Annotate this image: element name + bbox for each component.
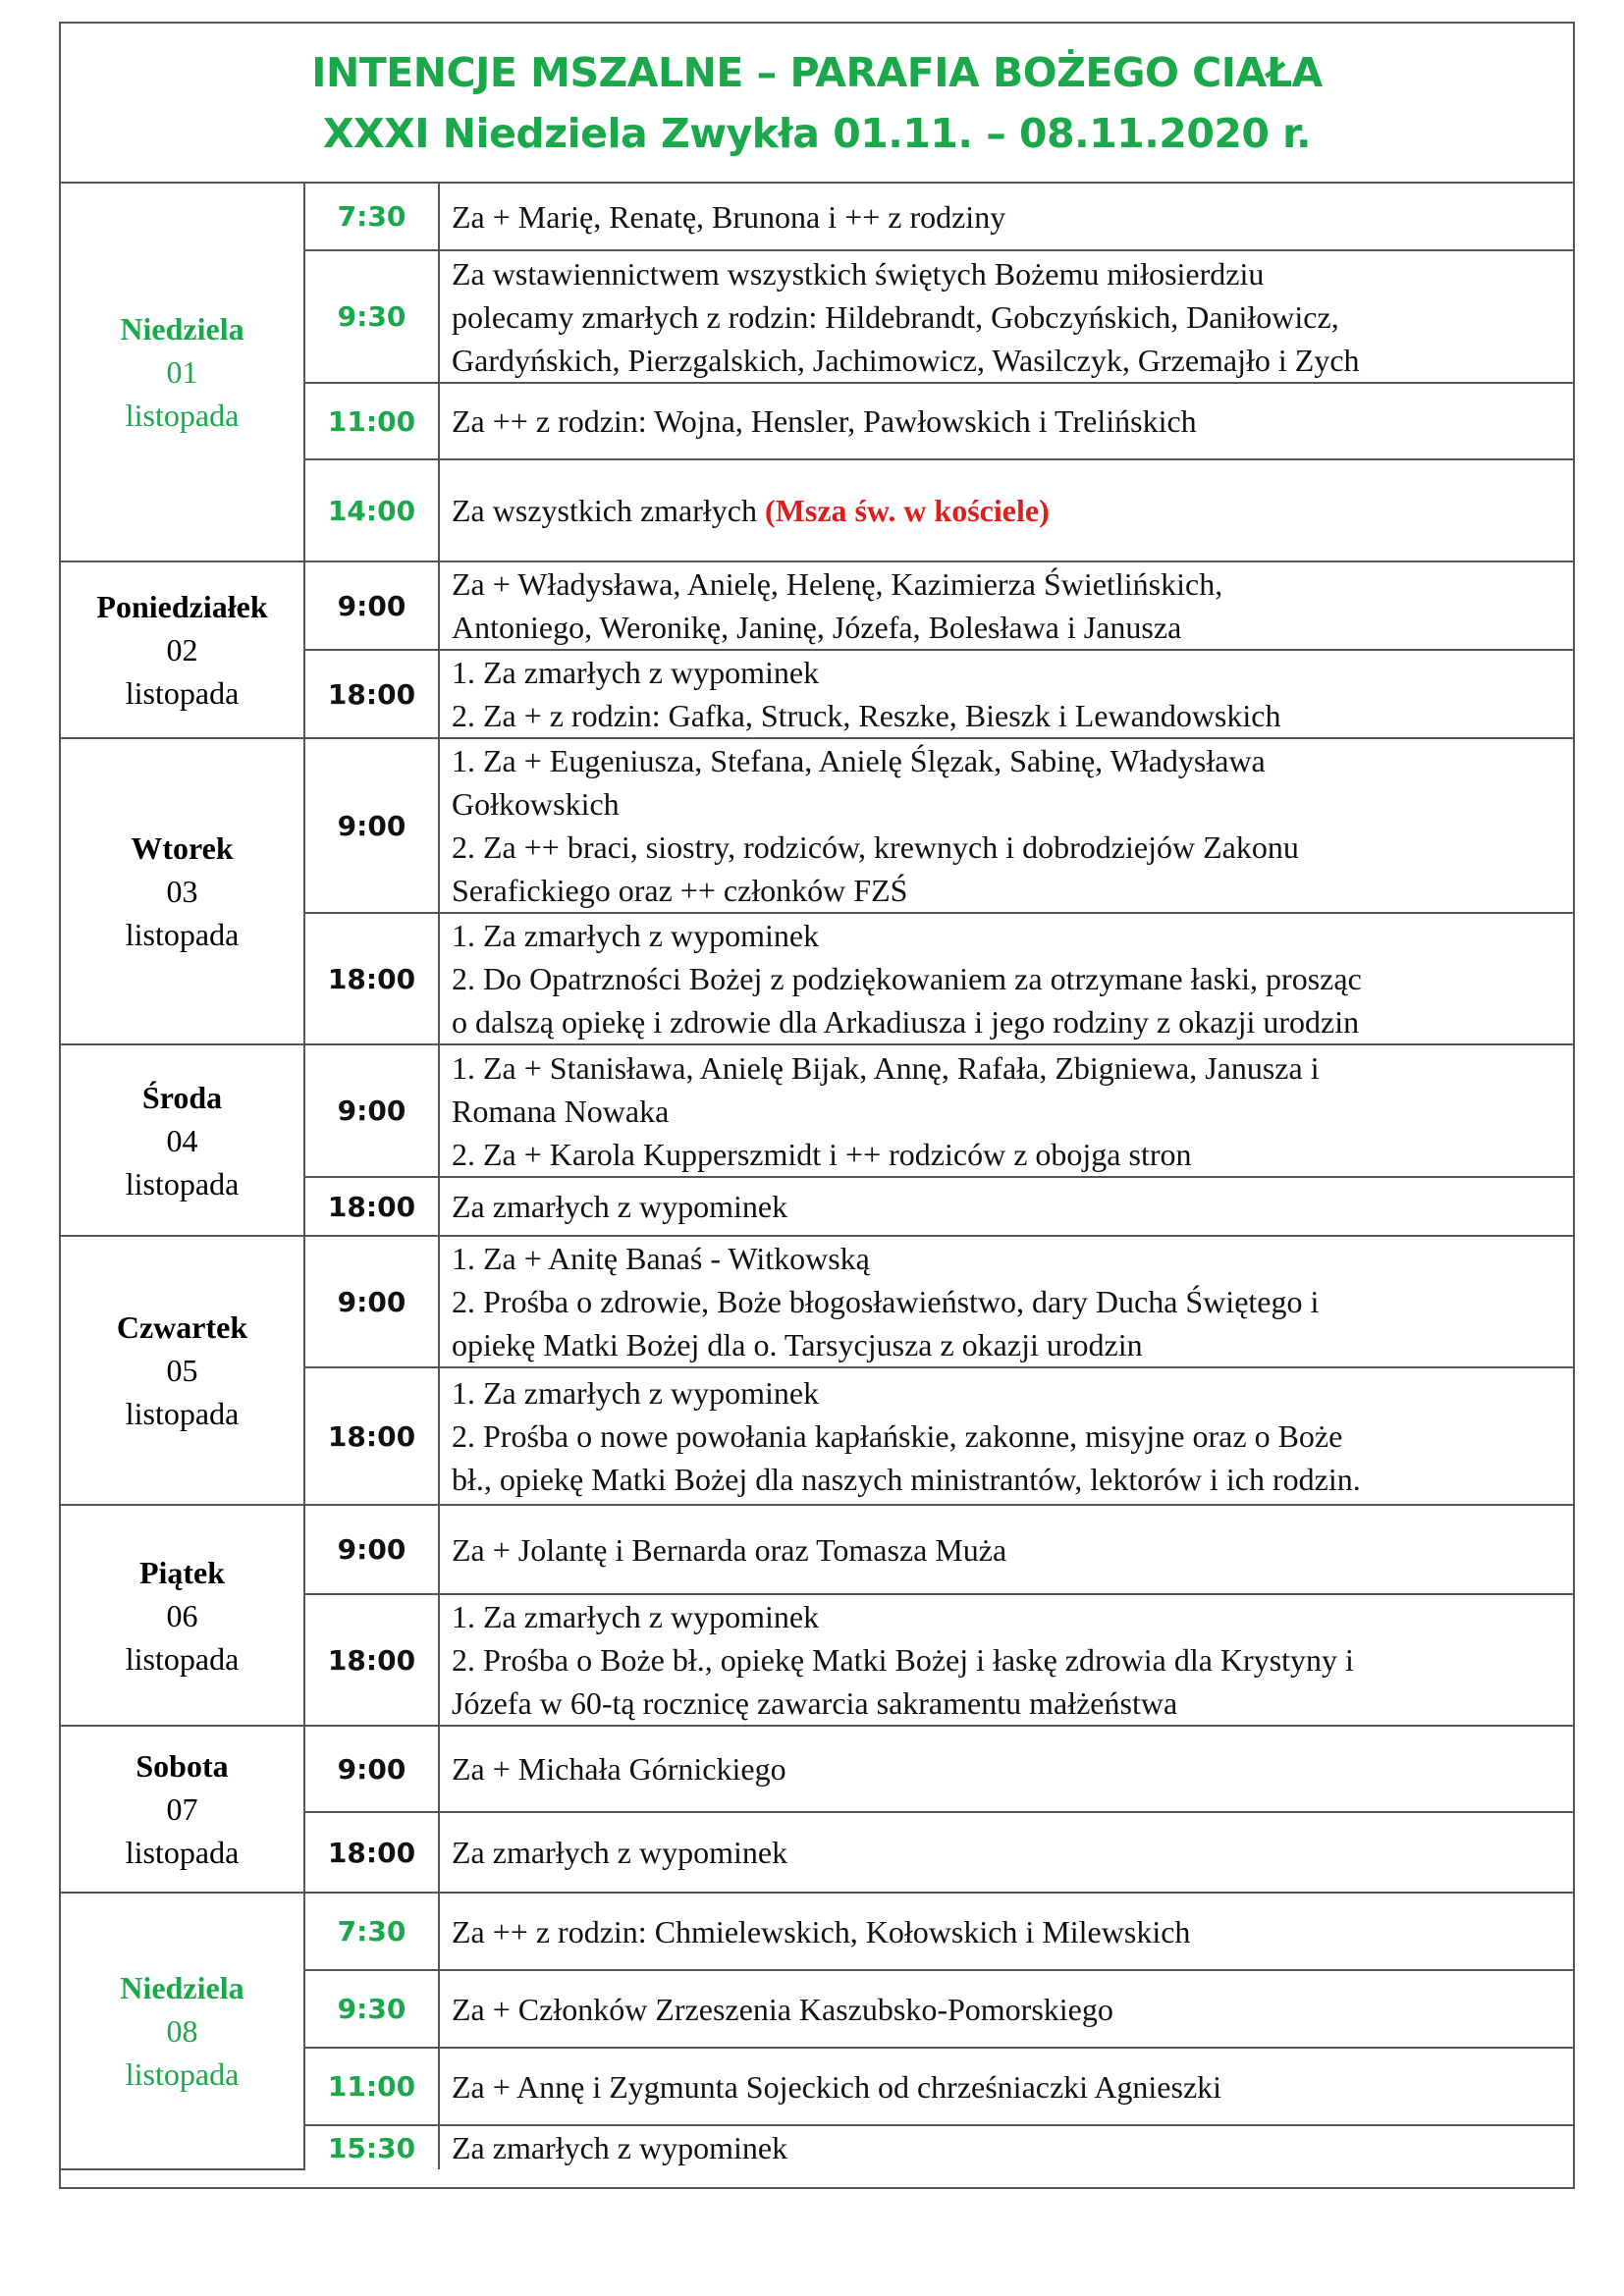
mass-time: 15:30 <box>304 2125 439 2169</box>
mass-time: 18:00 <box>304 1812 439 1893</box>
mass-time: 18:00 <box>304 913 439 1044</box>
intention-line <box>452 914 1567 957</box>
intention-line <box>452 1371 1567 1415</box>
intention-line-text: 1. Za + Stanisława, Anielę Bijak, Annę, Rafała, Zbigniewa, Janusza i <box>452 1049 1320 1086</box>
intention-line <box>452 1185 1567 1228</box>
intention-line-text: 2. Prośba o nowe powołania kapłańskie, zakonne, misyjne oraz o Boże <box>452 1418 1343 1454</box>
intention-text <box>439 459 1573 561</box>
intention-line <box>452 739 1567 782</box>
intention-line <box>452 400 1567 443</box>
table-row <box>61 1893 1573 1970</box>
intention-line-text: Gardyńskich, Pierzgalskich, Jachimowicz, Wasilczyk, Grzemajło i Zych <box>452 342 1360 378</box>
day-number: 04 <box>166 1122 198 1158</box>
intention-text <box>439 1044 1573 1177</box>
intention-line <box>452 1046 1567 1090</box>
intention-line-text: Antoniego, Weronikę, Janinę, Józefa, Bolesława i Janusza <box>452 610 1182 645</box>
day-month: listopada <box>125 2056 240 2092</box>
mass-time: 9:00 <box>304 1044 439 1177</box>
intention-line <box>452 1133 1567 1176</box>
intention-line <box>452 782 1567 826</box>
day-cell <box>61 1726 304 1893</box>
title-line-2: XXXI Niedziela Zwykła 01.11. – 08.11.2020 r. <box>322 109 1312 157</box>
day-number: 07 <box>166 1791 198 1827</box>
intention-text <box>439 1726 1573 1812</box>
intention-line <box>452 339 1567 382</box>
intention-line-text: 2. Prośba o Boże bł., opiekę Matki Bożej i łaskę zdrowia dla Krystyny i <box>452 1642 1354 1678</box>
day-cell <box>61 1893 304 2169</box>
mass-time: 9:00 <box>304 561 439 650</box>
intention-line <box>452 295 1567 339</box>
day-month: listopada <box>125 1165 240 1201</box>
intention-line-text: Józefa w 60-tą rocznicę zawarcia sakramentu małżeństwa <box>452 1685 1178 1721</box>
day-month: listopada <box>125 917 240 952</box>
day-name: Niedziela <box>120 311 244 347</box>
intention-text <box>439 1367 1573 1505</box>
intention-line-text: Serafickiego oraz ++ członków FZŚ <box>452 873 908 908</box>
intention-line <box>452 606 1567 649</box>
intention-text <box>439 1236 1573 1367</box>
intention-line-text: 1. Za zmarłych z wypominek <box>452 918 820 953</box>
intention-line <box>452 489 1567 532</box>
day-number: 05 <box>166 1353 198 1388</box>
mass-time: 9:30 <box>304 250 439 383</box>
day-cell <box>61 738 304 1044</box>
day-number: 06 <box>166 1597 198 1633</box>
intention-line-text: Gołkowskich <box>452 786 620 822</box>
intention-line-text: Za + Marię, Renatę, Brunona i ++ z rodziny <box>452 198 1006 235</box>
intention-line-text: opiekę Matki Bożej dla o. Tarsycjusza z okazji urodzin <box>452 1327 1143 1362</box>
intention-line-text: 1. Za + Eugeniusza, Stefana, Anielę Ślęzak, Sabinę, Władysława <box>452 743 1266 778</box>
intention-text <box>439 738 1573 913</box>
intention-line <box>452 195 1567 239</box>
day-cell <box>61 1505 304 1726</box>
intention-line-text: Za zmarłych z wypominek <box>452 2130 788 2165</box>
intention-line <box>452 1747 1567 1790</box>
day-name: Środa <box>141 1079 223 1115</box>
intention-line <box>452 1458 1567 1501</box>
intention-line-text: o dalszą opiekę i zdrowie dla Arkadiusza i jego rodziny z okazji urodzin <box>452 1004 1360 1040</box>
intention-line-text: 2. Prośba o zdrowie, Boże błogosławieństwo, dary Ducha Świętego i <box>452 1284 1320 1319</box>
day-name: Piątek <box>138 1554 226 1590</box>
intention-text <box>439 650 1573 738</box>
day-month: listopada <box>125 1396 240 1431</box>
intention-line-text: Za ++ z rodzin: Chmielewskich, Kołowskich i Milewskich <box>452 1913 1191 1949</box>
intention-line <box>452 1000 1567 1043</box>
intention-line <box>452 957 1567 1000</box>
mass-time: 18:00 <box>304 1367 439 1505</box>
intention-line-text: 1. Za + Anitę Banaś - Witkowską <box>452 1241 870 1276</box>
day-month: listopada <box>125 675 240 711</box>
intention-line <box>452 1415 1567 1458</box>
mass-time: 7:30 <box>304 1893 439 1970</box>
day-name: Poniedziałek <box>96 589 268 624</box>
intention-line-text: Za wszystkich zmarłych <box>452 493 757 528</box>
intention-line <box>452 869 1567 912</box>
title-line-1: INTENCJE MSZALNE – PARAFIA BOŻEGO CIAŁA <box>311 48 1323 96</box>
intention-line-text: 2. Za + Karola Kupperszmidt i ++ rodziców z obojga stron <box>452 1136 1192 1172</box>
mass-time: 9:00 <box>304 738 439 913</box>
day-name: Niedziela <box>120 1970 244 2005</box>
intention-line <box>452 2126 1567 2169</box>
day-month: listopada <box>125 1835 240 1870</box>
intention-line <box>452 252 1567 295</box>
intention-line <box>452 1237 1567 1280</box>
intention-line <box>452 1831 1567 1874</box>
intention-line <box>452 651 1567 694</box>
mass-time: 9:00 <box>304 1726 439 1812</box>
intention-line <box>452 1323 1567 1366</box>
day-name: Sobota <box>135 1748 229 1784</box>
intention-text <box>439 1594 1573 1726</box>
table-row <box>61 738 1573 913</box>
day-month: listopada <box>125 1640 240 1677</box>
intention-line-text: 1. Za zmarłych z wypominek <box>452 1375 820 1411</box>
intention-text <box>439 2048 1573 2125</box>
document-header <box>61 24 1573 184</box>
table-row <box>61 1236 1573 1367</box>
mass-time: 9:30 <box>304 1970 439 2048</box>
table-row <box>61 561 1573 650</box>
intention-line-text: Za zmarłych z wypominek <box>452 1835 788 1870</box>
intention-line-text: Romana Nowaka <box>452 1093 670 1129</box>
mass-time: 11:00 <box>304 2048 439 2125</box>
mass-time: 18:00 <box>304 1594 439 1726</box>
intention-line-text: Za + Członków Zrzeszenia Kaszubsko-Pomorskiego <box>452 1991 1113 2027</box>
table-row <box>61 184 1573 250</box>
intention-line-text: 1. Za zmarłych z wypominek <box>452 1599 820 1634</box>
intention-line-text: bł., opiekę Matki Bożej dla naszych ministrantów, lektorów i ich rodzin. <box>452 1462 1361 1497</box>
day-month: listopada <box>125 398 240 433</box>
intentions-sheet <box>59 22 1575 2189</box>
day-cell <box>61 184 304 561</box>
intention-line-text: polecamy zmarłych z rodzin: Hildebrandt, Gobczyńskich, Daniłowicz, <box>452 298 1339 335</box>
intention-line-text: 2. Za ++ braci, siostry, rodziców, krewnych i dobrodziejów Zakonu <box>452 829 1299 865</box>
intention-line-text: Za + Annę i Zygmunta Sojeckich od chrześniaczki Agnieszki <box>452 2068 1222 2105</box>
intention-line-text: Za + Jolantę i Bernarda oraz Tomasza Muża <box>452 1531 1007 1568</box>
intention-text <box>439 383 1573 459</box>
intention-text <box>439 1812 1573 1893</box>
intention-line <box>452 1090 1567 1133</box>
intention-line <box>452 2065 1567 2109</box>
table-row <box>61 1726 1573 1812</box>
intention-line <box>452 1988 1567 2031</box>
intention-text <box>439 913 1573 1044</box>
day-number: 03 <box>166 874 198 909</box>
intention-line <box>452 1910 1567 1953</box>
mass-time: 9:00 <box>304 1505 439 1594</box>
intentions-table <box>61 184 1573 2170</box>
mass-time: 9:00 <box>304 1236 439 1367</box>
mass-time: 11:00 <box>304 383 439 459</box>
day-name: Wtorek <box>131 830 234 866</box>
day-number: 02 <box>166 632 198 667</box>
intention-line-text: Za ++ z rodzin: Wojna, Hensler, Pawłowskich i Trelińskich <box>452 403 1197 439</box>
mass-time: 7:30 <box>304 184 439 250</box>
intention-line <box>452 1682 1567 1725</box>
mass-time: 14:00 <box>304 459 439 561</box>
intention-text <box>439 1505 1573 1594</box>
day-name: Czwartek <box>116 1309 248 1345</box>
table-row <box>61 1044 1573 1177</box>
mass-time: 18:00 <box>304 1177 439 1236</box>
day-cell <box>61 1236 304 1505</box>
intention-line-text: Za wstawiennictwem wszystkich świętych Bożemu miłosierdziu <box>452 255 1265 292</box>
location-note: (Msza św. w kościele) <box>765 493 1050 528</box>
intention-line-text: 2. Za + z rodzin: Gafka, Struck, Reszke, Bieszk i Lewandowskich <box>452 698 1281 733</box>
intention-text <box>439 1970 1573 2048</box>
intention-text <box>439 2125 1573 2169</box>
table-row <box>61 1505 1573 1594</box>
intention-text <box>439 1893 1573 1970</box>
intention-line-text: Za + Władysława, Anielę, Helenę, Kazimierza Świetlińskich, <box>452 566 1223 602</box>
intention-line <box>452 826 1567 869</box>
day-number: 01 <box>166 354 198 390</box>
intention-text <box>439 1177 1573 1236</box>
mass-time: 18:00 <box>304 650 439 738</box>
intention-line <box>452 694 1567 737</box>
day-cell <box>61 1044 304 1236</box>
intention-text <box>439 561 1573 650</box>
intention-line <box>452 1528 1567 1572</box>
intention-line <box>452 562 1567 606</box>
intention-line <box>452 1280 1567 1323</box>
day-cell <box>61 561 304 738</box>
intention-line <box>452 1595 1567 1638</box>
intention-line <box>452 1638 1567 1682</box>
intentions-table-body <box>61 184 1573 2169</box>
intention-line-text: 2. Do Opatrzności Bożej z podziękowaniem za otrzymane łaski, prosząc <box>452 961 1362 996</box>
intention-line-text: 1. Za zmarłych z wypominek <box>452 655 820 690</box>
intention-text <box>439 184 1573 250</box>
day-number: 08 <box>166 2013 198 2049</box>
intention-text <box>439 250 1573 383</box>
intention-line-text: Za zmarłych z wypominek <box>452 1189 788 1224</box>
intention-line-text: Za + Michała Górnickiego <box>452 1751 786 1787</box>
